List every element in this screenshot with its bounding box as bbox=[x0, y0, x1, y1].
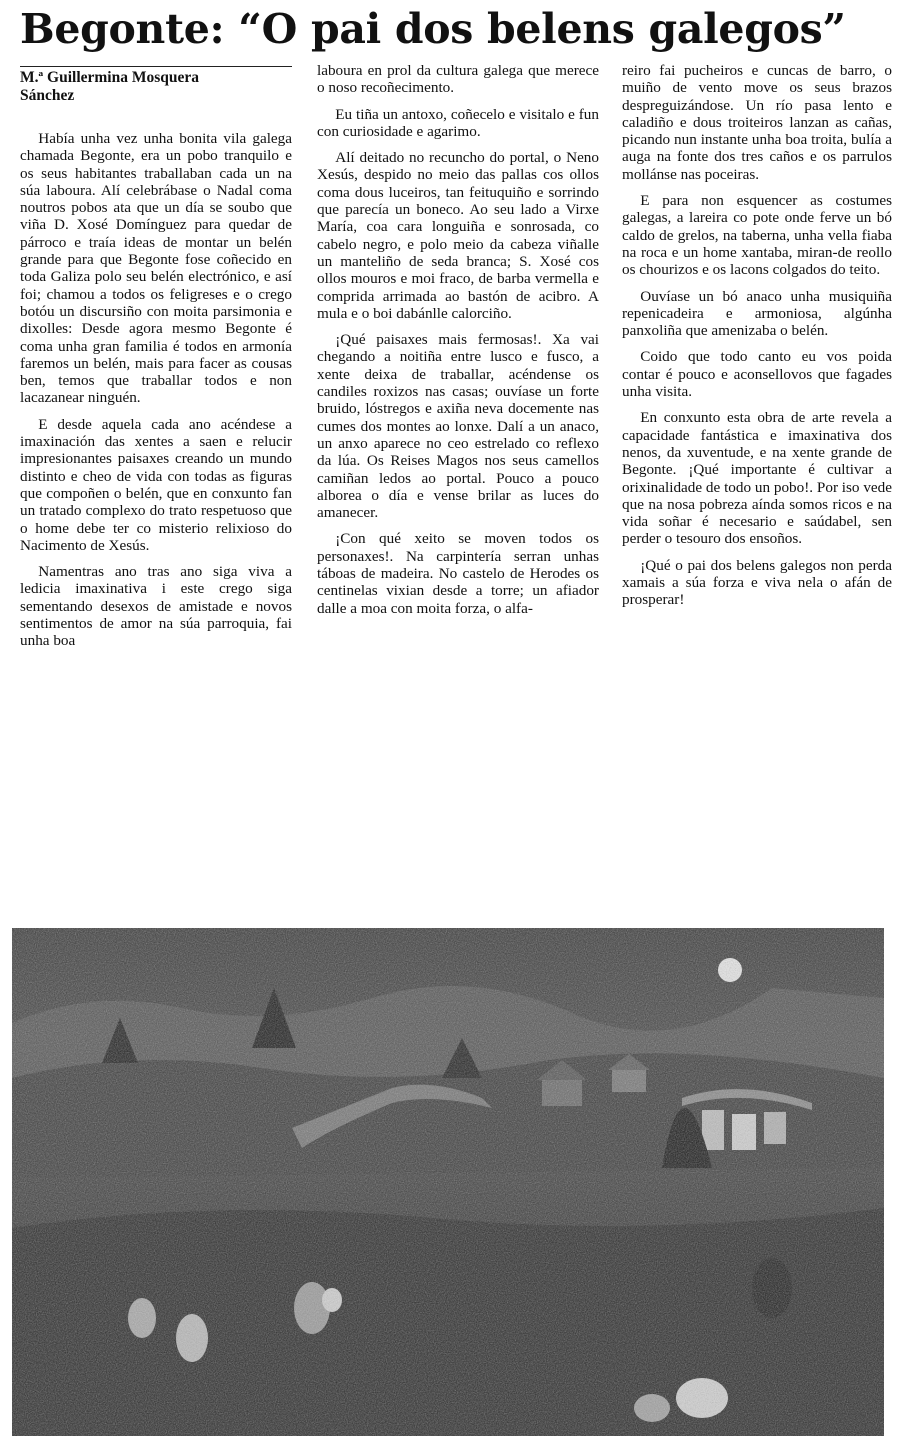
byline bbox=[20, 66, 292, 105]
article-column-1 bbox=[20, 66, 292, 659]
article-column-2 bbox=[317, 62, 599, 626]
paragraph: E para non esquencer as costumes galegas, a lareira co pote onde ferve un bó caldo de grelos, na taberna, unha vella fiaba na roca e un home xantaba, miran-de reollo os chourizos e os lacons colgados do teito. bbox=[622, 192, 892, 279]
paragraph: E desde aquela cada ano acéndese a imaxinación das xentes a saen e relucir impresionantes paisaxes creando un mundo distinto e cheo de vida con todas as figuras que compoñen o belén, que en conxunto fan un tratado complexo do trato respetuoso que o home debe ter co misterio relixioso do Nacimento de Xesús. bbox=[20, 415, 292, 554]
paragraph: Había unha vez unha bonita vila galega chamada Begonte, era un pobo tranquilo e os seus habitantes traballaban cada un na súa laboura. Alí celebrábase o Nadal coma noutros pobos ata que un día se soubo que viña D. Xosé Domínguez para quedar de párroco e traía ideas de montar un belén grande para que Begonte fose coñecido en toda Galiza polo seu belén electrónico, e así foi; chamou a todos os feligreses e o crego botóu un discursiño con moita parsimonia e dixolles: Desde agora mesmo Begonte é coma unha gran familia é todos en armonía faremos un belén, mais para facer as cousas ben, temos que traballar todos e non lacazanear ninguén. bbox=[20, 130, 292, 407]
paragraph: Alí deitado no recuncho do portal, o Neno Xesús, despido no meio das pallas cos ollos coma dous luceiros, tan feituquiño e sorrindo que parecía un boneco. Ao seu lado a Virxe María, coa cara longuiña e sonrosada, co cabelo negro, e polo meio da cabeza viñalle un manteliño de seda branca; S. Xosé cos ollos mouros e moi fraco, de barba vermella e comprida arrimada ao bastón de acibro. A mula e o boi dabánlle calorciño. bbox=[317, 149, 599, 322]
belen-photo bbox=[12, 928, 884, 1436]
paragraph: ¡Qué o pai dos belens galegos non perda xamais a súa forza e viva nela o afán de prosperar! bbox=[622, 556, 892, 609]
byline-author-line2: Sánchez bbox=[20, 87, 75, 104]
byline-author-line1: M.ª Guillermina Mosquera bbox=[20, 69, 200, 86]
paragraph: Eu tiña un antoxo, coñecelo e visitalo e fun con curiosidade e agarimo. bbox=[317, 105, 599, 140]
belen-photo-image bbox=[12, 928, 884, 1436]
paragraph: Namentras ano tras ano siga viva a ledicia imaxinativa i este crego siga sementando desexos de amistade e novos sentimentos de amor na súa parroquia, fai unha boa bbox=[20, 563, 292, 650]
paragraph: reiro fai pucheiros e cuncas de barro, o muiño de vento move os seus brazos despreguizándose. Un río pasa lento e caladiño e dous troiteiros lanzan as cañas, picando nun instante unha boa troita, bulía a auga na fonte dos tres caños e os parrulos mollánse nas poceiras. bbox=[622, 62, 892, 183]
paragraph: ¡Con qué xeito se moven todos os personaxes!. Na carpintería serran unhas táboas de madeira. No castelo de Herodes os centinelas vixian desde a torre; un afiador dalle a moa con moita forza, o alfa- bbox=[317, 530, 599, 617]
paragraph: ¡Qué paisaxes mais fermosas!. Xa vai chegando a noitiña entre lusco e fusco, a xente deixa de traballar, acéndense os candiles roxizos nas casas; ouvíase un forte bruido, lóstregos e axiña neva docemente nas cumes dos montes ao lonxe. Dalí a un anaco, un anxo aparece no ceo estrelado co reflexo da lúa. Os Reises Magos nos seus camellos camiñan ledos ao portal. Pouco a pouco alborea o día e vense brilar as luces do amanecer. bbox=[317, 331, 599, 522]
paragraph: En conxunto esta obra de arte revela a capacidade fantástica e imaxinativa dos nenos, da xuventude, e na xente grande de Begonte. ¡Qué importante é cultivar a orixinalidade de todo un pobo!. Por iso vede que na nosa pobreza aínda somos ricos e na vida soñar é necesario e saúdabel, sen perder o tesouro dos ensoños. bbox=[622, 409, 892, 548]
headline: Begonte: “O pai dos belens galegos” bbox=[20, 5, 846, 53]
paragraph: Coido que todo canto eu vos poida contar é pouco e aconsellovos que fagades unha visita. bbox=[622, 348, 892, 401]
paragraph: laboura en prol da cultura galega que merece o noso recoñecimento. bbox=[317, 62, 599, 97]
article-column-3 bbox=[622, 62, 892, 618]
paragraph: Ouvíase un bó anaco unha musiquiña repenicadeira e armoniosa, algúnha panxoliña que amenizaba o belén. bbox=[622, 287, 892, 340]
